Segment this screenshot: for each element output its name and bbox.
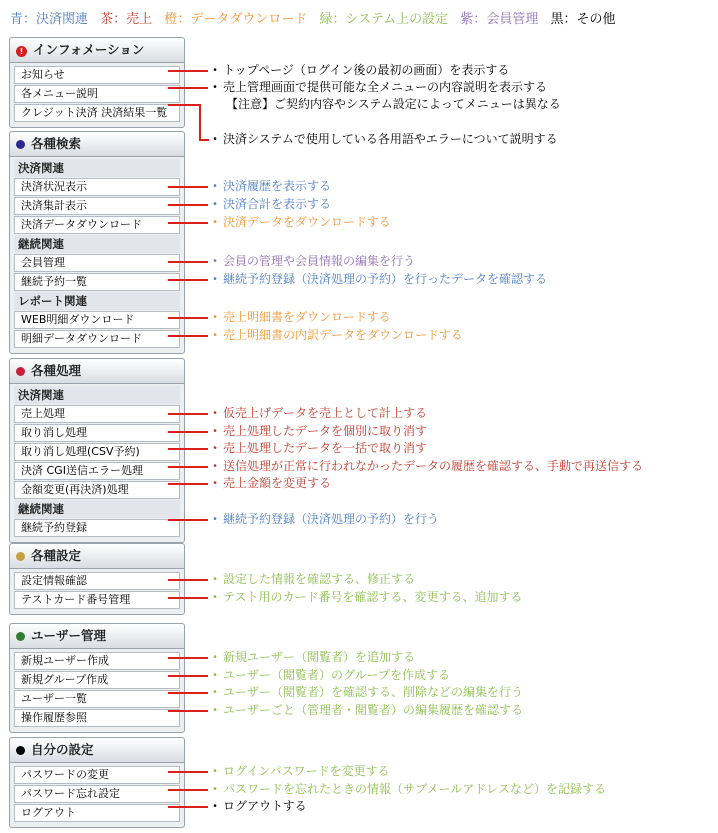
menu-item-cgi-error[interactable]: 決済 CGI送信エラー処理 xyxy=(14,462,180,480)
connector-line xyxy=(168,70,208,72)
bullet: ・ xyxy=(209,132,222,146)
panel-self-title: 自分の設定 xyxy=(31,742,94,757)
panel-users-title: ユーザー管理 xyxy=(31,628,107,643)
self-dot-icon xyxy=(16,746,25,755)
desc-info-credit xyxy=(209,132,558,146)
menu-item-menu-help[interactable]: 各メニュー説明 xyxy=(14,85,180,103)
section-payment: 決済関連 xyxy=(14,159,180,177)
desc-text: 売上金額を変更する xyxy=(223,476,332,490)
desc-process-cancel-csv xyxy=(209,441,427,455)
panel-process xyxy=(9,358,185,543)
connector-line xyxy=(168,222,208,224)
bullet: ・ xyxy=(209,424,222,438)
desc-text: 決済合計を表示する xyxy=(223,197,332,211)
connector-line xyxy=(168,261,208,263)
color-legend xyxy=(10,8,623,27)
desc-text: 【注意】ご契約内容やシステム設定によってメニューは異なる xyxy=(226,97,561,111)
menu-item-user-list[interactable]: ユーザー一覧 xyxy=(14,690,180,708)
desc-text: ログインパスワードを変更する xyxy=(223,764,390,778)
menu-item-new-group[interactable]: 新規グループ作成 xyxy=(14,671,180,689)
bullet: ・ xyxy=(209,764,222,778)
menu-item-sales-process[interactable]: 売上処理 xyxy=(14,405,180,423)
desc-text: 決済データをダウンロードする xyxy=(223,215,391,229)
bullet: ・ xyxy=(209,572,222,586)
desc-self-forgot xyxy=(209,782,606,796)
menu-item-amount-change[interactable]: 金額変更(再決済)処理 xyxy=(14,481,180,499)
bullet: ・ xyxy=(209,310,222,324)
bullet: ・ xyxy=(209,685,222,699)
desc-settings-test-card xyxy=(209,590,523,604)
connector-line xyxy=(168,657,208,659)
desc-search-statement-data xyxy=(209,328,463,342)
desc-text: 決済履歴を表示する xyxy=(223,179,332,193)
panel-self xyxy=(9,737,185,828)
connector-line xyxy=(168,675,208,677)
connector-line xyxy=(168,789,208,791)
info-icon: ! xyxy=(16,46,27,57)
menu-item-new-user[interactable]: 新規ユーザー作成 xyxy=(14,652,180,670)
panel-process-title: 各種処理 xyxy=(31,363,82,378)
desc-text: ユーザー（閲覧者）のグループを作成する xyxy=(223,668,451,682)
desc-users-new-group xyxy=(209,668,450,682)
legend-brown: 茶：売上 xyxy=(100,12,153,27)
legend-black: 黒：その他 xyxy=(550,12,616,27)
bullet: ・ xyxy=(209,459,222,473)
desc-text: 決済システムで使用している各用語やエラーについて説明する xyxy=(223,132,558,146)
bullet: ・ xyxy=(209,328,222,342)
desc-text: 売上処理したデータを個別に取り消す xyxy=(223,424,428,438)
desc-text: 継続予約登録（決済処理の予約）を行ったデータを確認する xyxy=(223,272,548,286)
desc-info-notice xyxy=(209,63,509,77)
legend-blue: 青：決済関連 xyxy=(10,12,89,27)
desc-text: 会員の管理や会員情報の編集を行う xyxy=(223,254,416,268)
bullet: ・ xyxy=(209,406,222,420)
desc-info-note xyxy=(226,97,561,111)
desc-text: 設定した情報を確認する、修正する xyxy=(223,572,416,586)
desc-process-cgi-error xyxy=(209,459,643,473)
search-dot-icon xyxy=(16,140,25,149)
desc-users-list xyxy=(209,685,523,699)
legend-green: 緑：システム上の設定 xyxy=(319,12,449,27)
bullet: ・ xyxy=(209,799,222,813)
desc-process-cancel xyxy=(209,424,427,438)
desc-search-web-statement xyxy=(209,310,391,324)
desc-search-summary xyxy=(209,197,331,211)
menu-item-member-management[interactable]: 会員管理 xyxy=(14,254,180,272)
desc-info-menu xyxy=(209,80,547,94)
connector-line xyxy=(168,279,208,281)
section-continuation-process: 継続関連 xyxy=(14,500,180,518)
desc-process-amount xyxy=(209,476,331,490)
panel-self-header xyxy=(10,738,184,763)
bullet: ・ xyxy=(209,590,222,604)
bullet: ・ xyxy=(209,668,222,682)
panel-information-title: インフォメーション xyxy=(33,42,145,57)
bullet: ・ xyxy=(209,650,222,664)
panel-process-header xyxy=(10,359,184,384)
bullet: ・ xyxy=(209,254,222,268)
bullet: ・ xyxy=(209,179,222,193)
desc-process-continuation xyxy=(209,512,439,526)
section-continuation: 継続関連 xyxy=(14,235,180,253)
panel-search-header xyxy=(10,132,184,157)
menu-item-payment-status[interactable]: 決済状況表示 xyxy=(14,178,180,196)
desc-settings-check xyxy=(209,572,415,586)
connector-line xyxy=(168,317,208,319)
panel-search xyxy=(9,131,185,354)
connector-line xyxy=(199,139,209,141)
bullet: ・ xyxy=(209,63,222,77)
menu-item-web-statement-download[interactable]: WEB明細ダウンロード xyxy=(14,311,180,329)
menu-item-cancel-csv[interactable]: 取り消し処理(CSV予約) xyxy=(14,443,180,461)
connector-line xyxy=(168,87,208,89)
panel-settings-title: 各種設定 xyxy=(31,548,82,563)
bullet: ・ xyxy=(209,80,222,94)
menu-item-statement-data-download[interactable]: 明細データダウンロード xyxy=(14,330,180,348)
desc-process-sales xyxy=(209,406,427,420)
desc-search-status xyxy=(209,179,331,193)
connector-line xyxy=(168,692,208,694)
connector-line xyxy=(168,104,200,106)
connector-line xyxy=(168,579,208,581)
desc-text: 継続予約登録（決済処理の予約）を行う xyxy=(223,512,440,526)
desc-text: ユーザー（閲覧者）を確認する、削除などの編集を行う xyxy=(223,685,524,699)
connector-line xyxy=(168,519,208,521)
bullet: ・ xyxy=(209,703,222,717)
desc-text: ユーザーごと（管理者・閲覧者）の編集履歴を確認する xyxy=(223,703,524,717)
menu-item-continuation-register[interactable]: 継続予約登録 xyxy=(14,519,180,537)
bullet: ・ xyxy=(209,512,222,526)
connector-line xyxy=(168,710,208,712)
panel-users xyxy=(9,623,185,733)
desc-users-history xyxy=(209,703,523,717)
panel-settings-header xyxy=(10,544,184,569)
menu-item-logout[interactable]: ログアウト xyxy=(14,804,180,822)
users-dot-icon xyxy=(16,632,25,641)
menu-item-test-card[interactable]: テストカード番号管理 xyxy=(14,591,180,609)
desc-users-new-user xyxy=(209,650,415,664)
menu-item-payment-summary[interactable]: 決済集計表示 xyxy=(14,197,180,215)
section-payment-process: 決済関連 xyxy=(14,386,180,404)
desc-text: パスワードを忘れたときの情報（サブメールアドレスなど）を記録する xyxy=(223,782,606,796)
menu-item-payment-download[interactable]: 決済データダウンロード xyxy=(14,216,180,234)
section-report: レポート関連 xyxy=(14,292,180,310)
menu-item-settings-check[interactable]: 設定情報確認 xyxy=(14,572,180,590)
desc-text: 送信処理が正常に行われなかったデータの履歴を確認する、手動で再送信する xyxy=(223,459,644,473)
desc-text: 売上明細書をダウンロードする xyxy=(223,310,391,324)
settings-dot-icon xyxy=(16,552,25,561)
desc-search-continuation xyxy=(209,272,547,286)
desc-text: 売上管理画面で提供可能な全メニューの内容説明を表示する xyxy=(223,80,548,94)
connector-line xyxy=(168,186,208,188)
desc-text: ログアウトする xyxy=(223,799,307,813)
desc-search-member xyxy=(209,254,415,268)
process-dot-icon xyxy=(16,367,25,376)
connector-line xyxy=(168,597,208,599)
legend-orange: 橙：データダウンロード xyxy=(164,12,308,27)
menu-item-credit-results[interactable]: クレジット決済 決済結果一覧 xyxy=(14,104,180,122)
bullet: ・ xyxy=(209,272,222,286)
desc-text: テスト用のカード番号を確認する、変更する、追加する xyxy=(223,590,523,604)
menu-item-continuation-list[interactable]: 継続予約一覧 xyxy=(14,273,180,291)
desc-text: 仮売上げデータを売上として計上する xyxy=(223,406,428,420)
panel-search-title: 各種検索 xyxy=(31,136,82,151)
desc-text: 売上明細書の内訳データをダウンロードする xyxy=(223,328,463,342)
menu-item-password-change[interactable]: パスワードの変更 xyxy=(14,766,180,784)
menu-item-operation-history[interactable]: 操作履歴参照 xyxy=(14,709,180,727)
connector-line xyxy=(168,806,208,808)
desc-self-logout xyxy=(209,799,307,813)
connector-line xyxy=(168,448,208,450)
connector-line xyxy=(168,483,208,485)
menu-item-password-forgot[interactable]: パスワード忘れ設定 xyxy=(14,785,180,803)
connector-line xyxy=(168,204,208,206)
connector-line xyxy=(168,771,208,773)
legend-purple: 紫：会員管理 xyxy=(460,12,539,27)
bullet: ・ xyxy=(209,215,222,229)
panel-information-header xyxy=(10,38,184,63)
bullet: ・ xyxy=(209,782,222,796)
menu-item-notice[interactable]: お知らせ xyxy=(14,66,180,84)
connector-line xyxy=(168,466,208,468)
panel-information xyxy=(9,37,185,128)
panel-settings xyxy=(9,543,185,615)
bullet: ・ xyxy=(209,197,222,211)
connector-line xyxy=(168,335,208,337)
desc-text: 新規ユーザー（閲覧者）を追加する xyxy=(223,650,416,664)
desc-text: 売上処理したデータを一括で取り消す xyxy=(223,441,428,455)
connector-line-vertical xyxy=(199,104,201,140)
bullet: ・ xyxy=(209,476,222,490)
menu-item-cancel-process[interactable]: 取り消し処理 xyxy=(14,424,180,442)
panel-users-header xyxy=(10,624,184,649)
desc-self-password xyxy=(209,764,390,778)
connector-line xyxy=(168,413,208,415)
bullet: ・ xyxy=(209,441,222,455)
connector-line xyxy=(168,431,208,433)
desc-text: トップページ（ログイン後の最初の画面）を表示する xyxy=(223,63,510,77)
desc-search-download xyxy=(209,215,391,229)
